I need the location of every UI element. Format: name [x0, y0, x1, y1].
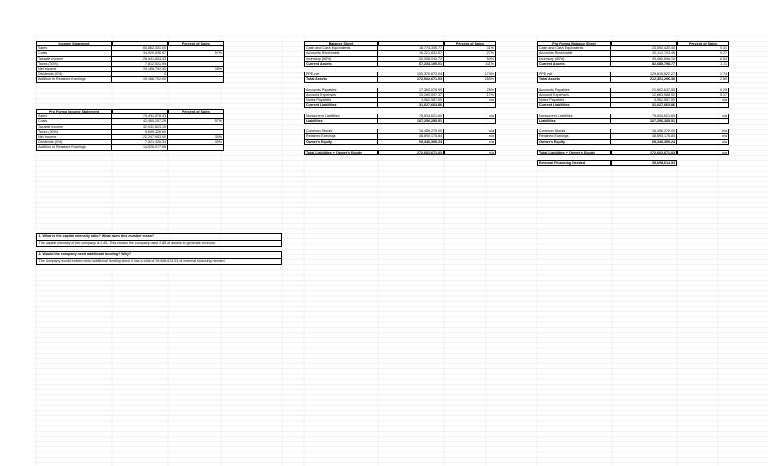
row-label[interactable]: Accounts Receivable [537, 51, 611, 56]
row-label[interactable]: Retained Earnings [304, 134, 378, 139]
row-value[interactable]: 129,615,622.27 [611, 72, 677, 77]
row-value[interactable]: 32,031,623.15 [112, 125, 168, 130]
table-title: Pro Forma Balance Sheet [537, 41, 611, 46]
row-pct[interactable]: 1.11 [677, 62, 729, 67]
row-value[interactable]: 21,602,647.55 [611, 88, 677, 93]
row-pct[interactable]: 0.17 [677, 93, 729, 98]
row-pct[interactable]: 29% [444, 88, 496, 93]
row-value[interactable]: 9,609,426.60 [112, 130, 168, 135]
row-pct[interactable] [677, 119, 729, 124]
table-row [304, 77, 496, 82]
row-value[interactable]: 17,363,078.99 [378, 88, 444, 93]
row-label[interactable]: Dividends (0%) [36, 140, 112, 145]
row-pct[interactable]: n/a [677, 129, 729, 134]
total-row [304, 150, 496, 155]
row-label[interactable]: Sales [36, 114, 112, 119]
row-pct[interactable]: 111% [444, 62, 496, 67]
row-value[interactable]: 7,812,541.99 [112, 62, 168, 67]
row-label[interactable]: Current Liabilities [304, 103, 378, 108]
table-row [537, 103, 729, 108]
row-value[interactable]: 0 [112, 72, 168, 77]
row-pct[interactable]: 57% [168, 51, 224, 56]
table-row [537, 77, 729, 82]
row-value[interactable]: 23,092,420.40 [611, 46, 677, 51]
row-label[interactable]: Inventory (60%) [304, 57, 378, 62]
row-value[interactable]: 48,890,175.84 [378, 134, 444, 139]
row-value[interactable]: 16,456,270.00 [378, 129, 444, 134]
total-pct[interactable]: n/a [677, 150, 729, 155]
row-pct[interactable]: n/a [444, 114, 496, 119]
row-value[interactable]: 31,627,663.86 [378, 103, 444, 108]
table-title: Balance Sheet [304, 41, 378, 46]
row-label[interactable]: Current Assets [537, 62, 611, 67]
row-pct[interactable]: n/a [444, 98, 496, 103]
pct-header: Percent of Sales [168, 41, 224, 46]
row-pct[interactable]: n/a [677, 134, 729, 139]
table-title: Pro Forma Income Statement [36, 109, 112, 114]
row-pct[interactable] [677, 103, 729, 108]
row-label[interactable]: Accounts Payables [537, 88, 611, 93]
row-pct[interactable]: 53% [444, 57, 496, 62]
table-row [36, 77, 224, 82]
balance-sheet-table [304, 41, 496, 155]
question-2: 2. Would the company need additional funding? Why? [37, 252, 281, 259]
row-pct[interactable] [444, 103, 496, 108]
answer-2[interactable]: The company would indeed need additional funding since it has a total of 39,698,614.53 of external financing needed. [38, 258, 226, 263]
row-value[interactable]: 65,346,396.24 [378, 140, 444, 145]
efn-label[interactable]: External Financing Needed [537, 160, 611, 165]
row-value[interactable]: 16,221,832.57 [378, 51, 444, 56]
table-row [304, 140, 496, 145]
row-label[interactable]: Liabilities [537, 119, 611, 124]
row-label[interactable]: Retained Earnings [537, 134, 611, 139]
row-pct[interactable]: 35% [168, 140, 224, 145]
row-label[interactable]: Addition to Retained Earnings [36, 77, 112, 82]
row-value[interactable]: 16,456,270.00 [611, 129, 677, 134]
row-value[interactable]: 20,112,703.45 [611, 51, 677, 56]
question-1: 1. What is the capital intensity ratio? What does this number mean? [37, 234, 281, 241]
row-value[interactable]: 105,375,673.04 [378, 72, 444, 77]
row-value[interactable]: 60,862,341.00 [112, 46, 168, 51]
row-pct[interactable]: n/a [677, 140, 729, 145]
row-pct[interactable]: n/a [444, 140, 496, 145]
table-row [36, 145, 224, 150]
row-value[interactable]: 34,920,536.57 [112, 51, 168, 56]
row-value[interactable]: 74,491,878.43 [112, 114, 168, 119]
table-row [304, 62, 496, 67]
row-label[interactable]: Owner's Equity [537, 140, 611, 145]
row-value[interactable]: 39,480,696.10 [611, 57, 677, 62]
pro-forma-income-table [36, 109, 224, 151]
row-label[interactable]: Net Income [36, 135, 112, 140]
row-label[interactable]: Accounts Receivable [304, 51, 378, 56]
row-pct[interactable]: 31% [444, 46, 496, 51]
row-pct[interactable]: n/a [677, 114, 729, 119]
table-title: Income Statement [36, 41, 112, 46]
row-pct[interactable] [444, 119, 496, 124]
row-pct[interactable] [168, 77, 224, 82]
table-row [304, 119, 496, 124]
answer-1[interactable]: The capital intensity of the company is 2.85. This means the company used 2.85 of assets to generate revenue. [38, 240, 216, 245]
pct-header: Percent of Sales [444, 41, 496, 46]
row-label[interactable]: Costs [36, 119, 112, 124]
row-value[interactable]: 107,256,285.51 [611, 119, 677, 124]
row-pct[interactable]: 27% [444, 51, 496, 56]
row-pct[interactable]: 0.53 [677, 57, 729, 62]
row-label[interactable]: Costs [36, 51, 112, 56]
row-label[interactable]: Taxes (30%) [36, 62, 112, 67]
row-value[interactable]: 19,168,702.00 [112, 77, 168, 82]
row-value[interactable]: 10,289,097.37 [378, 93, 444, 98]
income-statement-table [36, 41, 224, 83]
row-pct[interactable]: 174% [444, 72, 496, 77]
row-label[interactable]: Common Stocks [537, 129, 611, 134]
total-row [537, 150, 729, 155]
row-label[interactable]: Accounts Payables [304, 88, 378, 93]
row-value[interactable]: 48,890,175.84 [611, 134, 677, 139]
row-label[interactable]: Liabilities [304, 119, 378, 124]
table-row [304, 103, 496, 108]
row-pct[interactable]: n/a [444, 129, 496, 134]
row-label[interactable]: Taxable Income [36, 125, 112, 130]
row-value[interactable]: 14,526,077.55 [112, 145, 168, 150]
row-label[interactable]: Current Assets [304, 62, 378, 67]
row-pct[interactable]: 2.85 [677, 77, 729, 82]
total-value[interactable]: 172,602,671.03 [378, 150, 444, 155]
question-box-2 [36, 251, 282, 265]
row-pct[interactable]: 57% [168, 119, 224, 124]
row-label[interactable]: Notes Payables [537, 98, 611, 103]
row-label[interactable]: Inventory (60%) [537, 57, 611, 62]
pct-header: Percent of Sales [168, 109, 224, 114]
row-label[interactable]: Total Assets [304, 77, 378, 82]
row-value[interactable]: 18,774,305.77 [378, 46, 444, 51]
row-label[interactable]: PPE-net [304, 72, 378, 77]
row-pct[interactable]: 30% [168, 135, 224, 140]
table-row [537, 62, 729, 67]
row-label[interactable]: Dividends (0%) [36, 72, 112, 77]
total-label[interactable]: Total Liabilities + Owner's Equity [537, 150, 611, 155]
table-row [537, 119, 729, 124]
row-pct[interactable]: 17% [444, 93, 496, 98]
row-pct[interactable]: 0.31 [677, 46, 729, 51]
row-label[interactable]: Addition to Retained Earnings [36, 145, 112, 150]
row-value[interactable]: 107,256,285.51 [378, 119, 444, 124]
row-pct[interactable]: 0.27 [677, 51, 729, 56]
row-label[interactable]: PPE-net [537, 72, 611, 77]
row-label[interactable]: Cash and Cash Equivalents [537, 46, 611, 51]
row-label[interactable]: Owner's Equity [304, 140, 378, 145]
row-value[interactable]: 212,301,296.36 [611, 77, 677, 82]
row-value[interactable]: 75,634,621.60 [378, 114, 444, 119]
row-label[interactable]: Notes Payables [304, 98, 378, 103]
row-pct[interactable]: 285% [444, 77, 496, 82]
row-value[interactable]: 7,821,426.34 [112, 140, 168, 145]
row-value[interactable]: 3,962,987.50 [378, 98, 444, 103]
pro-forma-balance-table [537, 41, 729, 166]
row-label[interactable]: Current Liabilities [537, 103, 611, 108]
row-value[interactable]: 65,346,396.24 [611, 140, 677, 145]
question-box-1 [36, 233, 282, 247]
row-pct[interactable]: 0.29 [677, 88, 729, 93]
row-pct[interactable]: 35% [168, 67, 224, 72]
efn-row [537, 160, 729, 165]
row-pct[interactable]: n/a [677, 98, 729, 103]
row-value[interactable]: 31,627,663.86 [611, 103, 677, 108]
row-value[interactable]: 67,234,195.01 [378, 62, 444, 67]
row-label[interactable]: Common Stocks [304, 129, 378, 134]
row-value[interactable]: 82,685,798.77 [611, 62, 677, 67]
row-label[interactable]: Cash and Cash Equivalents [304, 46, 378, 51]
row-label[interactable]: Total Assets [537, 77, 611, 82]
row-value[interactable]: 172,602,671.03 [378, 77, 444, 82]
total-value[interactable]: 172,602,671.03 [611, 150, 677, 155]
row-value[interactable]: 3,962,987.50 [611, 98, 677, 103]
row-pct[interactable]: 1.74 [677, 72, 729, 77]
row-label[interactable]: Accrued Expenses [537, 93, 611, 98]
row-label[interactable]: Accrued Expenses [304, 93, 378, 98]
row-label[interactable]: Noncurrent Liabilities [537, 114, 611, 119]
row-value[interactable]: 12,663,588.92 [611, 93, 677, 98]
pct-header: Percent of Sales [677, 41, 729, 46]
efn-value[interactable]: 39,698,614.53 [611, 160, 677, 165]
row-value[interactable]: 26,941,804.43 [112, 57, 168, 62]
total-label[interactable]: Total Liabilities + Owner's Equity [304, 150, 378, 155]
total-pct[interactable]: n/a [444, 150, 496, 155]
row-label[interactable]: Taxes (30%) [36, 130, 112, 135]
row-pct[interactable] [168, 145, 224, 150]
row-label[interactable]: Net Income [36, 67, 112, 72]
row-value[interactable]: 42,460,257.29 [112, 119, 168, 124]
row-label[interactable]: Noncurrent Liabilities [304, 114, 378, 119]
row-value[interactable]: 75,634,621.60 [611, 114, 677, 119]
row-value[interactable]: 32,098,040.73 [378, 57, 444, 62]
row-label[interactable]: Taxable Income [36, 57, 112, 62]
row-value[interactable]: 19,168,702.00 [112, 67, 168, 72]
row-value[interactable]: 22,347,903.00 [112, 135, 168, 140]
row-pct[interactable]: n/a [444, 134, 496, 139]
table-row [537, 140, 729, 145]
row-label[interactable]: Sales [36, 46, 112, 51]
